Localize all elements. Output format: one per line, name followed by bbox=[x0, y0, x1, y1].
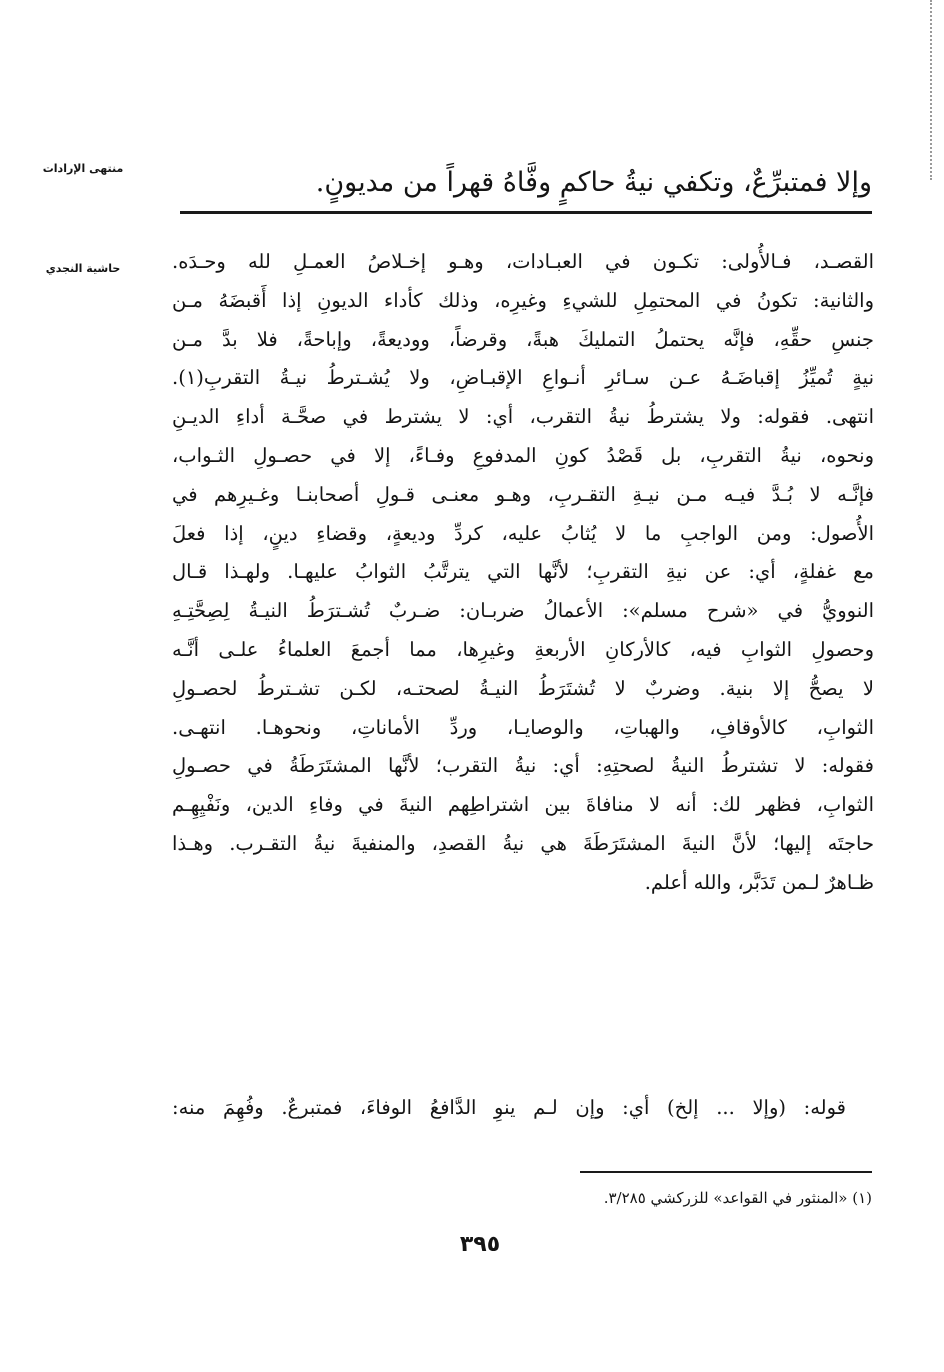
commentary-body bbox=[172, 243, 874, 903]
commentary-line: نيةٍ تُميِّزُ إقباضَـهُ عـن سـائرِ أنـواعِ الإقبـاضِ، ولا يُشـترطُ نيـةُ التقربِ(١). bbox=[172, 366, 874, 390]
binding-punch-holes bbox=[924, 0, 932, 180]
commentary-line: النوويُّ في «شرح مسلم»: الأعمالُ ضربـان: ضـربٌ تُشـترَطُ النيـةُ لِصِحَّتِـهِ bbox=[172, 599, 874, 623]
side-label-header: منتهى الإرادات bbox=[42, 162, 124, 175]
footnote-rule bbox=[580, 1171, 872, 1173]
main-text-line: وإلا فمتبرِّعٌ، وتكفي نيةُ حاكمٍ وفَّاهُ قهراً من مديونٍ. bbox=[315, 167, 872, 198]
commentary-line: الأُصول: ومن الواجبِ ما لا يُثابُ عليه، كردِّ وديعةٍ، وقضاءِ دينٍ، إذا فعلَ bbox=[172, 521, 874, 545]
commentary-line: ونحوه، نيةُ التقربِ، بل قَصْدُ كونِ المدفوعِ وفـاءً، إلا في حصـولِ الثـواب، bbox=[172, 443, 874, 467]
commentary-line: انتهى. فقوله: ولا يشترطُ نيةُ التقرب، أي: لا يشترط في صحَّـة أداءِ الديـنِ bbox=[172, 405, 874, 429]
footnote: (١) «المنثور في القواعد» للزركشي ٣/٢٨٥. bbox=[603, 1189, 872, 1207]
commentary-line: فإنَّـه لا بُـدَّ فيـه مـن نيـةِ التقـربِ، وهـو معنـى قـولِ أصحابنـا وغـيرِهم في bbox=[172, 482, 874, 506]
commentary-statement: قوله: (وإلا ... إلخ) أي: وإن لـم ينوِ الدَّافعُ الوفاءَ، فمتبرعٌ. وفُهِمَ منه: bbox=[172, 1096, 846, 1119]
commentary-line: الثوابِ، كالأوقافِ، والهباتِ، والوصايـا، وردِّ الأماناتِ، ونحوهـا. انتهـى. bbox=[172, 715, 874, 739]
commentary-line: الثوابِ، فظهر لك: أنه لا منافاةَ بين اشتراطِهم النيةَ في وفاءِ الدين، ونَفْيِهِـم bbox=[172, 793, 874, 817]
commentary-line: القصـد، فـالأُولى: تكـون في العبـادات، وهـو إخـلاصُ العمـلِ لله وحـدَه. bbox=[172, 250, 874, 273]
commentary-line: وحصولِ الثوابِ فيه، كالأركانِ الأربعةِ وغيرِها، مما أجمعَ العلماءُ علـى أنَّـه bbox=[172, 637, 874, 661]
commentary-line: مع غفلةٍ، أي: عن نيةِ التقربِ؛ لأنَّها التي يترتَّبُ الثوابُ عليهـا. ولهـذا قـال bbox=[172, 560, 874, 584]
page-number: ٣٩٥ bbox=[459, 1232, 501, 1257]
header-rule bbox=[180, 211, 872, 214]
commentary-line: حاجتَه إليها؛ لأنَّ النيةَ المشتَرَطَةَ هي نيةُ القصدِ، والمنفيةَ نيةُ التقـرب. وهـذا bbox=[172, 831, 874, 855]
commentary-line: جنسِ حقِّهِ، فإنَّه يحتملُ التمليكَ هبةً، وقرضاً، ووديعةً، وإباحةً، فلا بدَّ مـن bbox=[172, 327, 874, 351]
side-label-commentary: حاشية النجدي bbox=[45, 262, 121, 275]
commentary-line: ظـاهرٌ لـمن تَدَبَّر، والله أعلم. bbox=[644, 870, 874, 894]
commentary-line: لا يصحُّ إلا بنية. وضربٌ لا تُشتَرَطُ النيـةُ لصحتـه، لكـن تشـترطُ لحصـولِ bbox=[172, 676, 874, 700]
commentary-line: والثانية: تكونُ في المحتمِلِ للشيءِ وغيرِه، وذلك كأداء الديونِ إذا أَقبضَهُ مـن bbox=[172, 288, 874, 312]
commentary-line: فقوله: لا تشترطُ النيةُ لصحتِهِ: أي: نيةُ التقرب؛ لأنَّها المشتَرَطَةُ في حصـولِ bbox=[172, 754, 874, 778]
